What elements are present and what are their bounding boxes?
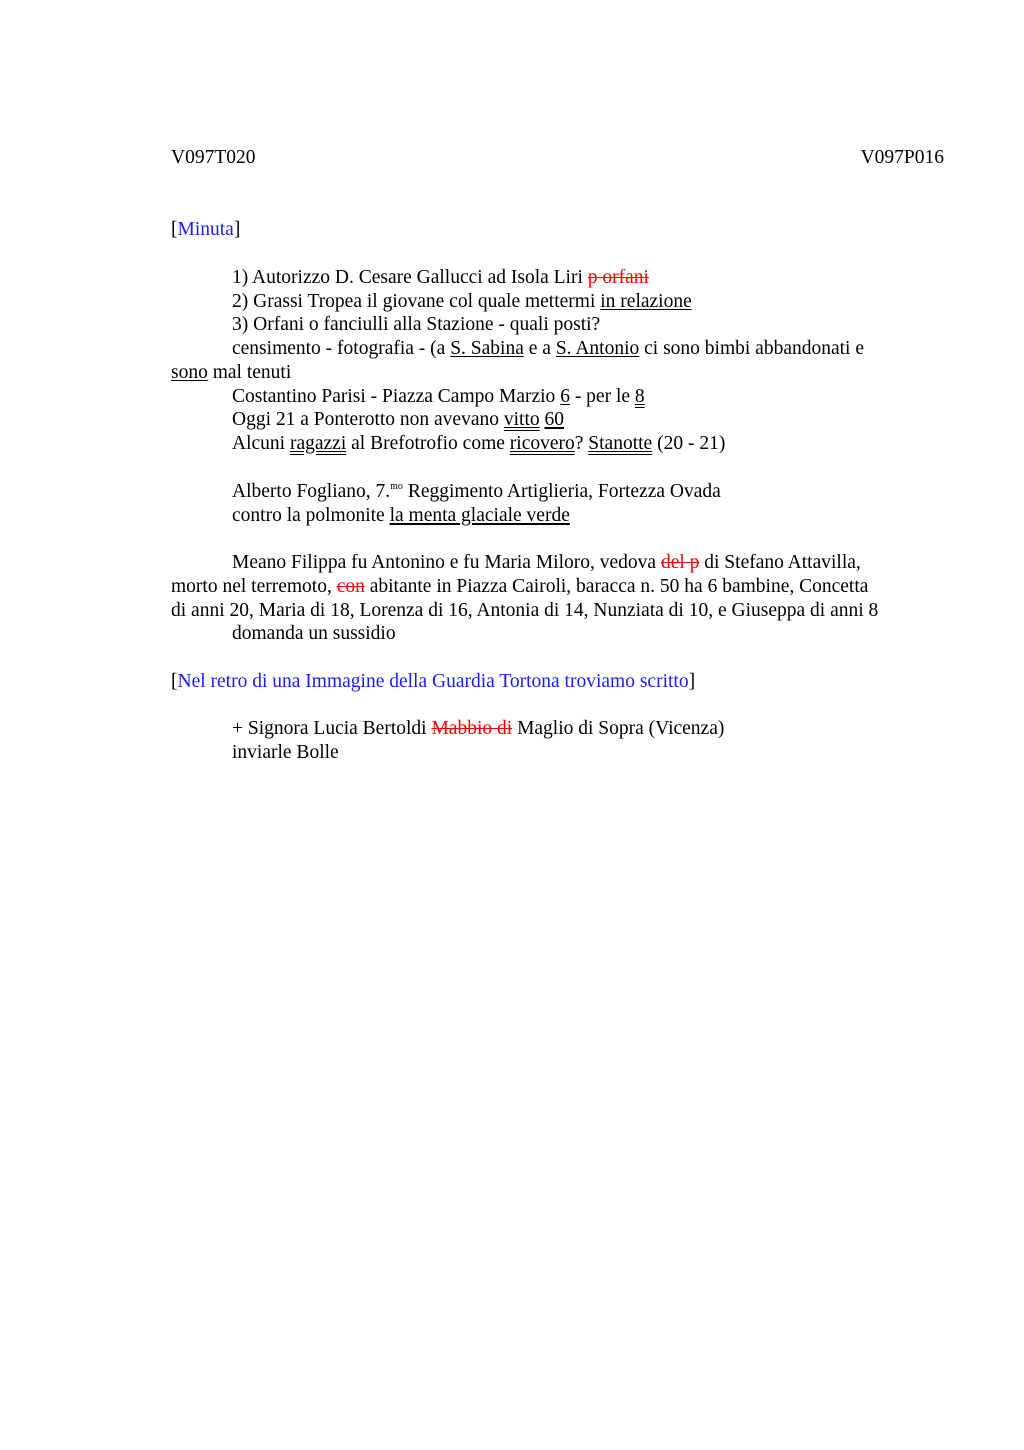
double-underlined-text: ragazzi: [289, 433, 347, 454]
text-line: Alcuni ragazzi al Brefotrofio come ricovero? Stanotte (20 - 21): [232, 433, 726, 454]
text-line: censimento - fotografia - (a S. Sabina e a S. Antonio ci sono bimbi abbandonati e: [232, 338, 864, 359]
bold-underlined-text: la menta glaciale verde: [389, 505, 570, 526]
text-line: domanda un sussidio: [232, 623, 396, 644]
text-line: morto nel terremoto, con abitante in Piazza Cairoli, baracca n. 50 ha 6 bambine, Concetta: [171, 576, 869, 597]
document-code-left: V097T020: [171, 147, 256, 168]
superscript: mo: [390, 481, 403, 492]
text-line: Alberto Fogliano, 7.$^{mo}$ Reggimento Artiglieria, Fortezza Ovada: [232, 481, 721, 502]
editorial-note: Minuta: [177, 219, 234, 240]
double-underlined-text: Stanotte: [588, 433, 653, 454]
text-line: + Signora Lucia Bertoldi Mabbio di Maglio di Sopra (Vicenza): [232, 718, 725, 739]
editorial-note: Nel retro di una Immagine della Guardia Tortona troviamo scritto: [177, 671, 689, 692]
text-line: 1) Autorizzo D. Cesare Gallucci ad Isola Liri p orfani: [232, 267, 649, 288]
document-code-right: V097P016: [860, 147, 944, 168]
underlined-text: sono: [171, 362, 208, 383]
bold-underlined-text: 60: [544, 409, 565, 430]
double-underlined-text: ricovero: [509, 433, 575, 454]
underlined-text: in relazione: [600, 291, 692, 312]
text-line: inviarle Bolle: [232, 742, 339, 763]
double-underlined-text: vitto: [503, 409, 540, 430]
text-line: di anni 20, Maria di 18, Lorenza di 16, Antonia di 14, Nunziata di 10, e Giuseppa di anni 8: [171, 600, 879, 621]
underlined-text: 6: [560, 386, 570, 407]
text-line: 3) Orfani o fanciulli alla Stazione - quali posti?: [232, 314, 601, 335]
deleted-text: del p: [660, 552, 700, 573]
text-line: Meano Filippa fu Antonino e fu Maria Miloro, vedova del p di Stefano Attavilla,: [232, 552, 861, 573]
section-heading-retro: [Nel retro di una Immagine della Guardia Tortona troviamo scritto]: [171, 671, 696, 692]
text-line: 2) Grassi Tropea il giovane col quale mettermi in relazione: [232, 291, 692, 312]
deleted-text: p orfani: [587, 267, 649, 288]
double-underlined-text: 8: [634, 386, 645, 407]
text-line: sono mal tenuti: [171, 362, 292, 383]
text-line: contro la polmonite la menta glaciale verde: [232, 505, 570, 526]
text-line: Costantino Parisi - Piazza Campo Marzio 6 - per le 8: [232, 386, 645, 407]
underlined-text: S. Antonio: [555, 338, 640, 359]
underlined-text: S. Sabina: [450, 338, 524, 359]
deleted-text: Mabbio di: [431, 718, 513, 739]
text-line: Oggi 21 a Ponterotto non avevano vitto 60: [232, 409, 565, 430]
section-heading-minuta: [Minuta]: [171, 219, 241, 240]
deleted-text: con: [336, 576, 365, 597]
